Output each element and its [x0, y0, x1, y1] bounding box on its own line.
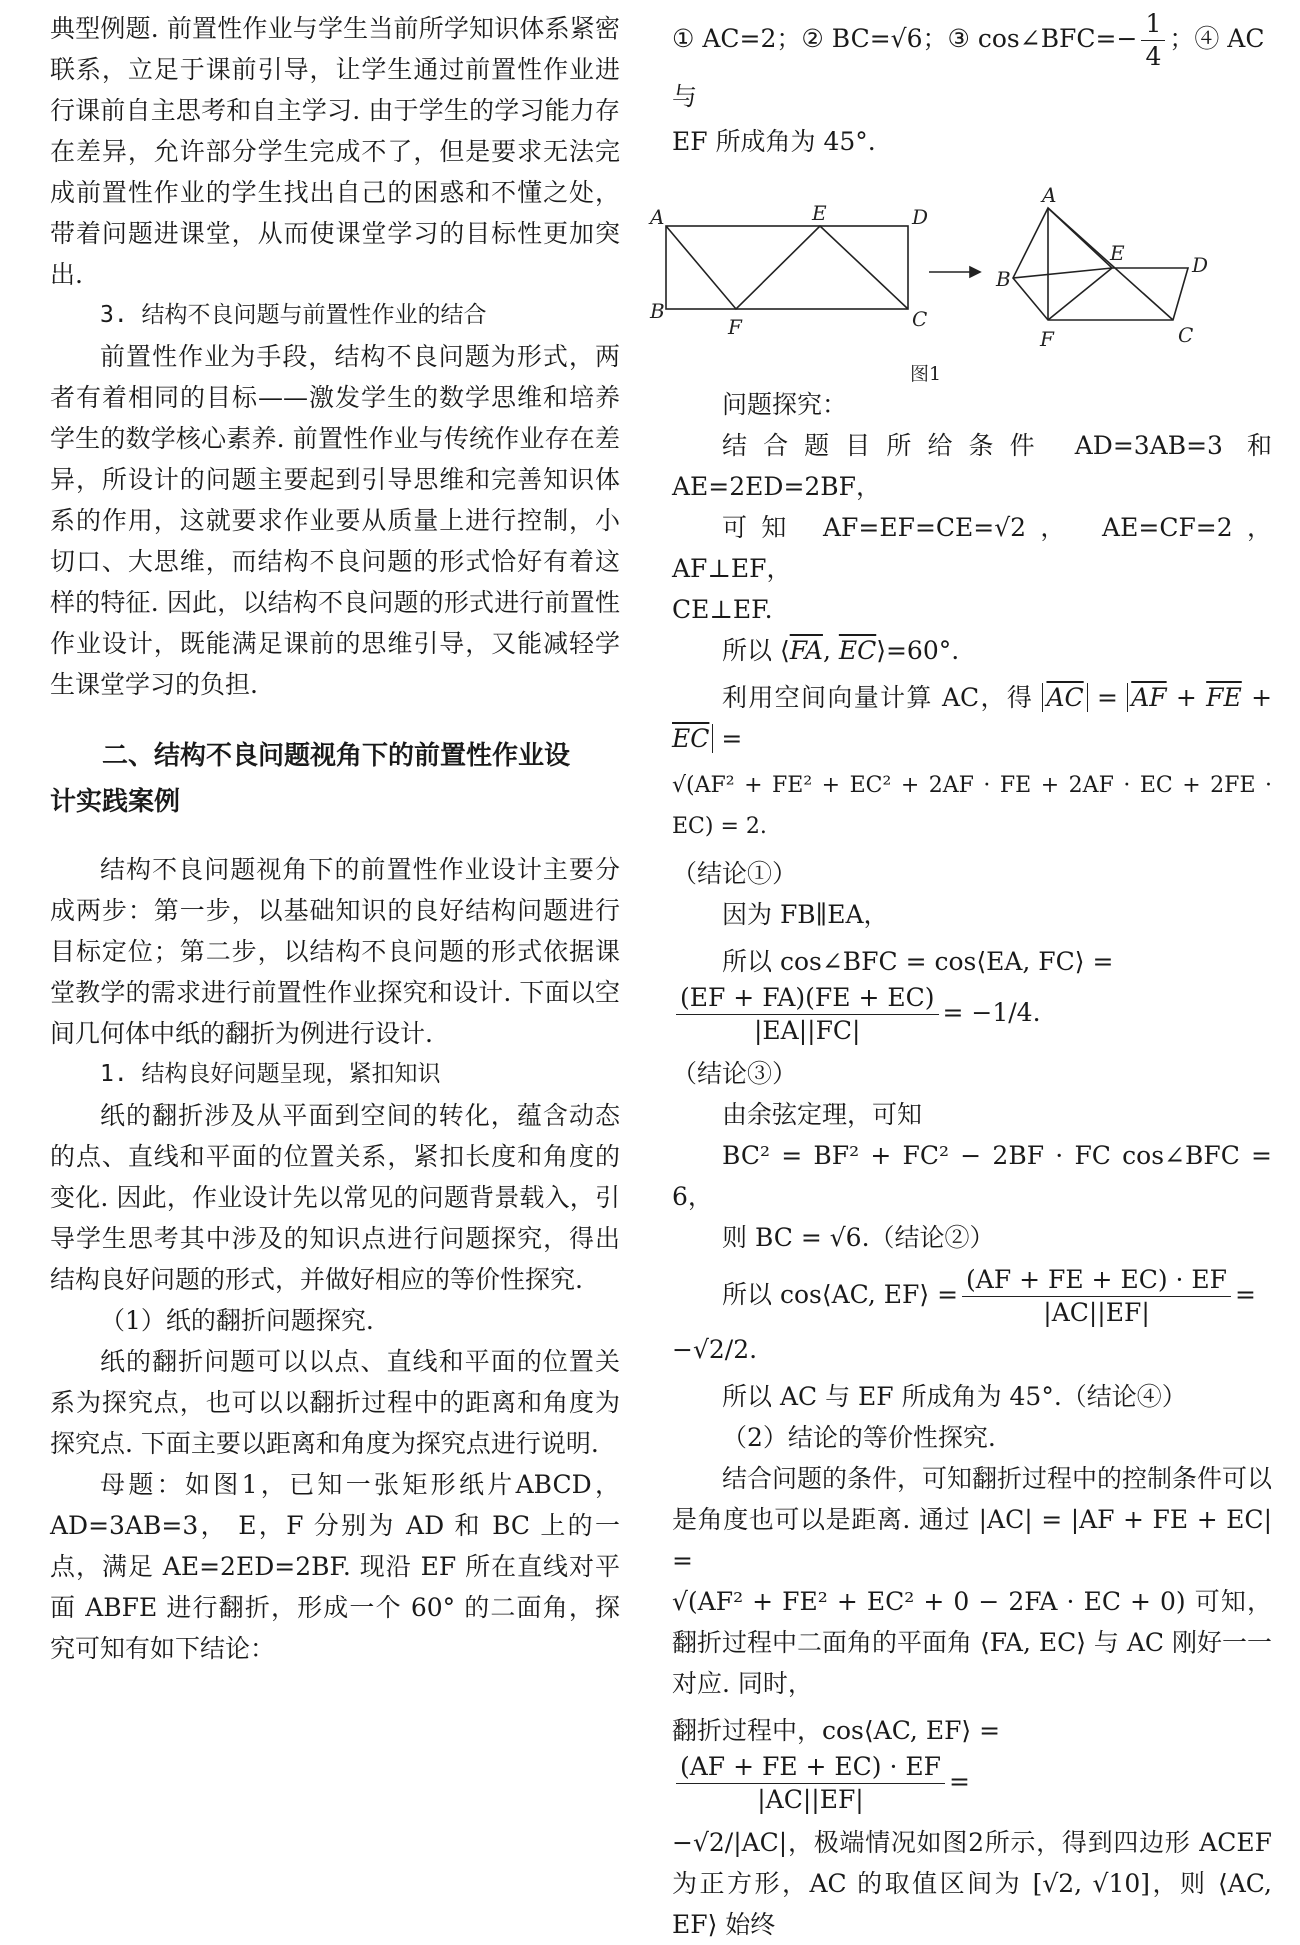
plus-sign: + [1251, 683, 1273, 712]
ac-vector-text: 利用空间向量计算 AC，得 [722, 683, 1034, 712]
equals-sign: = [721, 724, 743, 753]
conclusions-text-a: ① AC=2；② BC=√6；③ cos∠BFC=− [672, 24, 1138, 53]
label-b-flat: B [650, 299, 665, 323]
label-b-folded: B [996, 267, 1011, 291]
equals-sign: = [1096, 683, 1118, 712]
paragraph-exploration: 纸的翻折问题可以以点、直线和平面的位置关系为探究点，也可以以翻折过程中的距离和角度为探究点. 下面主要以距离和角度为探究点进行说明. [50, 1347, 620, 1458]
cos-ac-ef-equation [672, 1264, 1272, 1370]
subheading-1: 1. 结构良好问题呈现，紧扣知识 [100, 1061, 441, 1087]
part2-heading: （2）结论的等价性探究. [722, 1423, 996, 1452]
conclusions-text-b: ；④ AC 与 [672, 24, 1265, 111]
figure-caption: 图1 [910, 363, 942, 385]
sqrt-expansion: √(AF² + FE² + EC² + 2AF · FE + 2AF · EC + 2FE · EC) = 2. [672, 773, 1272, 839]
folding-cos-denominator: |AC||EF| [757, 1785, 864, 1814]
label-e-folded: E [1110, 241, 1125, 265]
paragraph-mother-problem: 母题：如图1，已知一张矩形纸片ABCD， AD=3AB=3， E，F 分别为 AD 和 BC 上的一点，满足 AE=2ED=2BF. 现沿 EF 所在直线对平面 ABFE 进行翻折，形成一个 60° 的二面角，探究可知有如下结论： [50, 1470, 620, 1663]
folding-cos-fraction [676, 1751, 945, 1816]
arrow-head [970, 267, 980, 277]
right-column [650, 8, 1273, 1945]
cos-ac-ef-denominator: |AC||EF| [1043, 1298, 1150, 1327]
vector-ac: $\overline{AC}$ [1046, 683, 1084, 712]
vector-fe: $\overline{FE}$ [1206, 683, 1242, 712]
conclusion-3-tag: （结论③） [672, 1059, 798, 1088]
cosine-law-intro: 由余弦定理，可知 [722, 1100, 923, 1129]
given-conditions: 结合题目所给条件 AD=3AB=3 和 AE=2ED=2BF， [672, 431, 1272, 501]
conclusions-text-c: EF 所成角为 45°. [672, 127, 876, 156]
figure-1 [650, 174, 1272, 385]
angle-comma: , [822, 636, 839, 665]
angle-prefix: 所以 ⟨ [722, 636, 790, 665]
label-f-folded: F [1040, 327, 1054, 351]
rectangle-abcd [666, 226, 908, 309]
folded-outline [1013, 208, 1188, 320]
vector-fa: $\overline{FA}$ [789, 636, 823, 665]
section-heading [50, 733, 620, 825]
perpendicular-ce-ef: CE⊥EF. [672, 595, 773, 624]
cos-ac-ef-lhs: 所以 cos⟨AC, EF⟩ = [722, 1280, 959, 1309]
label-f-flat: F [728, 315, 742, 339]
plus-sign: + [1175, 683, 1197, 712]
label-d-folded: D [1192, 253, 1209, 277]
cos-ac-ef-result: = −√2/2. [672, 1280, 1256, 1364]
label-a-folded: A [1042, 183, 1057, 207]
bc-value: 则 BC = √6.（结论②） [722, 1223, 995, 1252]
paragraph-part1: （1）纸的翻折问题探究. [100, 1306, 374, 1335]
equivalence-sqrt: √(AF² + FE² + EC² + 0 − 2FA · EC + 0) 可知，翻折过程中二面角的平面角 ⟨FA, EC⟩ 与 AC 刚好一一对应. 同时， [672, 1587, 1272, 1698]
section-heading-line2: 计实践案例 [50, 787, 181, 817]
derived-lengths: 可知 AF=EF=CE=√2， AE=CF=2， AF⊥EF， [672, 513, 1272, 583]
conclusions-line [672, 8, 1272, 121]
fold-lines-flat [666, 226, 908, 309]
paragraph-combination: 前置性作业为手段，结构不良问题为形式，两者有着相同的目标——激发学生的数学思维和培养学生的数学核心素养. 前置性作业与传统作业存在差异，所设计的问题主要起到引导思维和完善知识体系的作用，这就要求作业要从质量上进行控制，小切口、大思维，而结构不良问题的形式恰好有着这样的特征. 因此，以结构不良问题的形式进行前置性作业设计，既能满足课前的思维引导，又能减轻学生课堂学习的负担. [50, 342, 620, 699]
cos-bfc-numerator: (EF + FA)(FE + EC) [676, 982, 939, 1015]
parallel-fb-ea: 因为 FB∥EA， [722, 900, 889, 929]
section-heading-line1: 二、结构不良问题视角下的前置性作业设 [102, 741, 571, 771]
equivalence-paragraph: 结合问题的条件，可知翻折过程中的控制条件可以是角度也可以是距离. 通过 |AC| = |AF + FE + EC| = [672, 1464, 1273, 1575]
vector-af: $\overline{AF}$ [1131, 683, 1167, 712]
fraction-one-quarter [1141, 8, 1165, 73]
folding-cos-equation [672, 1710, 1272, 1816]
paragraph-two-steps: 结构不良问题视角下的前置性作业设计主要分成两步：第一步，以基础知识的良好结构问题进行目标定位；第二步，以结构不良问题的形式依据课堂教学的需求进行前置性作业探究和设计. 下面以空间几何体中纸的翻折为例进行设计. [50, 855, 620, 1048]
folding-cos-numerator: (AF + FE + EC) · EF [676, 1751, 945, 1784]
label-a-flat: A [650, 205, 665, 229]
angle-suffix: ⟩=60°. [876, 636, 960, 665]
fraction-denominator: 4 [1145, 42, 1162, 71]
label-c-flat: C [912, 307, 928, 331]
subheading-3: 3. 结构不良问题与前置性作业的结合 [100, 302, 487, 328]
angle-fa-ec [672, 630, 1272, 671]
cos-bfc-equation [672, 941, 1272, 1047]
cos-bfc-denominator: |EA||FC| [754, 1016, 861, 1045]
cos-ac-ef-numerator: (AF + FE + EC) · EF [962, 1264, 1231, 1297]
paragraph-folding: 纸的翻折涉及从平面到空间的转化，蕴含动态的点、直线和平面的位置关系，紧扣长度和角度的变化. 因此，作业设计先以常见的问题背景载入，引导学生思考其中涉及的知识点进行问题探究，得出结构良好问题的形式，并做好相应的等价性探究. [50, 1101, 620, 1294]
label-c-folded: C [1178, 323, 1194, 347]
vector-ec: $\overline{EC}$ [838, 636, 877, 665]
label-d-flat: D [912, 205, 929, 229]
cos-ac-ef-fraction [962, 1264, 1231, 1329]
edge-fe [1048, 268, 1112, 320]
extreme-case-paragraph: −√2/|AC|，极端情况如图2所示，得到四边形 ACEF 为正方形，AC 的取值区间为 [√2, √10]，则 ⟨AC, EF⟩ 始终 [672, 1828, 1272, 1939]
angle-45-conclusion: 所以 AC 与 EF 所成角为 45°.（结论④） [722, 1382, 1187, 1411]
ac-vector-line [672, 677, 1272, 759]
cos-bfc-lhs: 所以 cos∠BFC = cos⟨EA, FC⟩ = [722, 947, 1114, 976]
fraction-numerator: 1 [1141, 8, 1165, 41]
cos-bfc-result: = −1/4. [942, 998, 1041, 1027]
edge-be [1013, 268, 1112, 278]
conclusion-1-tag: （结论①） [672, 859, 798, 888]
cosine-law-equation: BC² = BF² + FC² − 2BF · FC cos∠BFC = 6， [672, 1141, 1272, 1211]
problem-exploration-label: 问题探究： [722, 390, 848, 419]
folding-cos-equals: = [949, 1767, 970, 1796]
label-e-flat: E [812, 201, 827, 225]
cos-bfc-fraction [676, 982, 939, 1047]
paragraph-intro: 典型例题. 前置性作业与学生当前所学知识体系紧密联系，立足于课前引导，让学生通过前置性作业进行课前自主思考和自主学习. 由于学生的学习能力存在差异，允许部分学生完成不了，但是要求无法完成前置性作业的学生找出自己的困惑和不懂之处，带着问题进课堂，从而使课堂学习的目标性更加突出. [50, 14, 620, 289]
left-column [50, 8, 620, 1669]
folding-cos-lhs: 翻折过程中，cos⟨AC, EF⟩ = [672, 1716, 1001, 1745]
vector-ec-2: $\overline{EC}$ [672, 724, 710, 753]
